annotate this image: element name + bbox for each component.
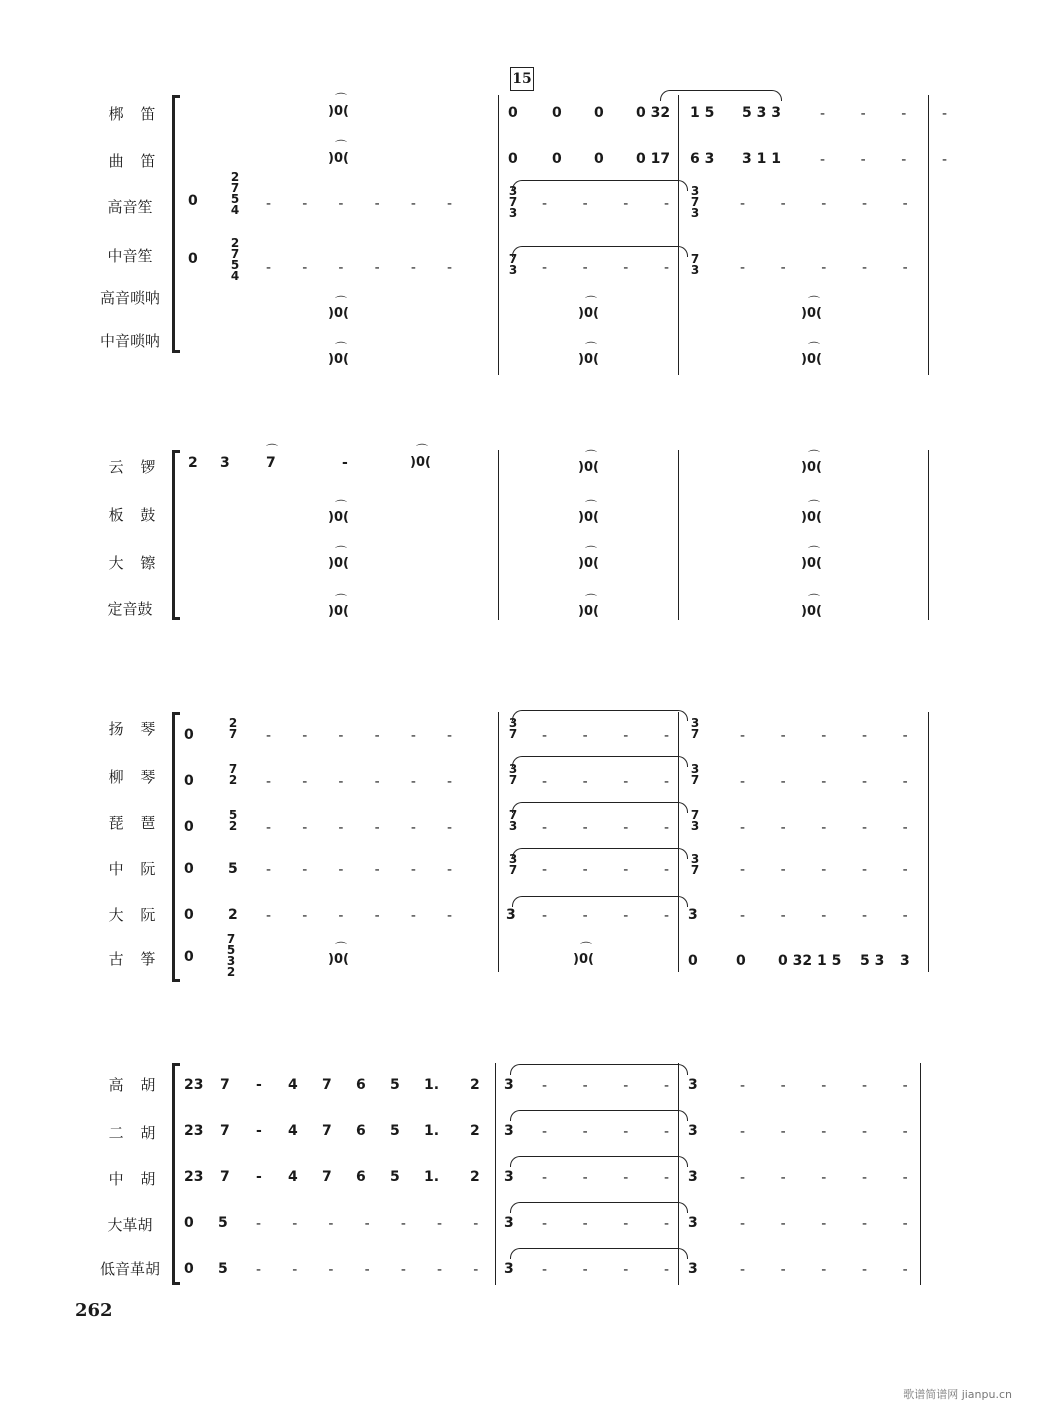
fermata-icon: ⌒: [585, 341, 598, 355]
dash: - - - - - -: [266, 196, 453, 212]
barline: [928, 450, 929, 620]
barline: [678, 712, 679, 972]
dash: - - - -: [542, 862, 670, 878]
tie: [510, 1202, 688, 1213]
note: -: [256, 1077, 262, 1093]
dash: - - - - -: [740, 1170, 908, 1186]
fermata-icon: ⌒: [808, 593, 821, 607]
fermata-icon: ⌒: [335, 295, 348, 309]
note: 0: [184, 949, 194, 965]
note: 0: [184, 1215, 194, 1231]
note: 0: [736, 953, 746, 969]
instrument-label: 柳 琴: [108, 768, 162, 786]
note: 3: [504, 1077, 514, 1093]
note: 2: [470, 1123, 480, 1139]
fermata-icon: ⌒: [808, 449, 821, 463]
note: 3: [504, 1215, 514, 1231]
dash: - - - - - -: [266, 728, 453, 744]
rest-mark: )0(: [328, 151, 349, 166]
note: 0: [552, 105, 562, 121]
note: 1 5: [690, 105, 715, 121]
rest-mark: )0(: [578, 510, 599, 525]
tie: [510, 1248, 688, 1259]
note: 23: [184, 1077, 204, 1093]
rest-mark: )0(: [410, 455, 431, 470]
note: 0: [184, 1261, 194, 1277]
tie: [512, 802, 688, 813]
note: 1.: [424, 1169, 440, 1185]
note: 2: [470, 1077, 480, 1093]
tie: [512, 756, 688, 767]
instrument-label: 古 筝: [108, 950, 162, 968]
rest-mark: )0(: [801, 306, 822, 321]
barline: [498, 95, 499, 375]
note: -: [342, 455, 348, 471]
tie: [512, 710, 688, 721]
fermata-icon: ⌒: [335, 941, 348, 955]
instrument-label: 扬 琴: [108, 720, 162, 738]
rest-mark: )0(: [328, 306, 349, 321]
instrument-label: 大革胡: [107, 1216, 153, 1234]
barline: [928, 712, 929, 972]
note: 7: [220, 1169, 230, 1185]
chord: 3 7: [508, 716, 518, 741]
note: 0 32 1 5: [778, 953, 842, 969]
fermata-icon: ⌒: [335, 593, 348, 607]
note: 3: [688, 1123, 698, 1139]
dash: - - - -: [542, 820, 670, 836]
chord: 3 7: [508, 762, 518, 787]
dash: - - - -: [820, 106, 948, 122]
note: 0 32: [636, 105, 671, 121]
chord: 7 3: [508, 808, 518, 833]
note: 0: [688, 953, 698, 969]
rest-mark: )0(: [801, 604, 822, 619]
tie: [512, 896, 688, 907]
rest-mark: )0(: [578, 556, 599, 571]
dash: - - - -: [542, 260, 670, 276]
dash: - - - - - - -: [256, 1216, 479, 1232]
instrument-label: 高 胡: [108, 1076, 162, 1094]
fermata-icon: ⌒: [266, 443, 279, 457]
rest-mark: )0(: [801, 460, 822, 475]
dash: - - - - -: [740, 774, 908, 790]
note: 23: [184, 1123, 204, 1139]
note: 7: [266, 455, 276, 471]
instrument-label: 中 阮: [108, 860, 162, 878]
fermata-icon: ⌒: [808, 545, 821, 559]
barline: [678, 450, 679, 620]
note: 2: [470, 1169, 480, 1185]
instrument-label: 中音笙: [107, 247, 153, 265]
rest-mark: )0(: [328, 104, 349, 119]
rest-mark: )0(: [328, 952, 349, 967]
note: 4: [288, 1123, 298, 1139]
chord: 7 3: [690, 252, 700, 277]
barline: [498, 450, 499, 620]
rest-mark: )0(: [578, 604, 599, 619]
chord: 2 7 5 4: [230, 170, 240, 217]
chord: 7 2: [228, 762, 238, 787]
dash: - - - -: [542, 1124, 670, 1140]
tie: [512, 848, 688, 859]
barline: [498, 712, 499, 972]
dash: - - - - - -: [266, 908, 453, 924]
note: 3: [504, 1261, 514, 1277]
chord: 3 7: [690, 762, 700, 787]
note: 3: [504, 1169, 514, 1185]
instrument-label: 中音唢呐: [99, 332, 160, 350]
rest-mark: )0(: [578, 460, 599, 475]
tie: [510, 1156, 688, 1167]
note: 3: [688, 1169, 698, 1185]
page-number: 262: [75, 1300, 113, 1321]
note: 7: [220, 1123, 230, 1139]
note: 5 3: [860, 953, 885, 969]
note: 7: [322, 1169, 332, 1185]
rest-mark: )0(: [801, 556, 822, 571]
fermata-icon: ⌒: [335, 92, 348, 106]
rest-mark: )0(: [328, 510, 349, 525]
instrument-label: 高音唢呐: [99, 289, 160, 307]
fermata-icon: ⌒: [335, 341, 348, 355]
brace-plucked: [172, 712, 181, 982]
note: 4: [288, 1077, 298, 1093]
chord: 3 7: [690, 716, 700, 741]
fermata-icon: ⌒: [808, 341, 821, 355]
dash: - - - - -: [740, 862, 908, 878]
dash: - - - - -: [740, 820, 908, 836]
note: 3: [504, 1123, 514, 1139]
barline: [678, 95, 679, 375]
dash: - - - - -: [740, 1124, 908, 1140]
note: 3: [688, 1077, 698, 1093]
note: 0: [184, 819, 194, 835]
dash: - - - -: [542, 1078, 670, 1094]
note: 3 1 1: [742, 151, 781, 167]
note: 5: [228, 861, 238, 877]
instrument-label: 云 锣: [108, 458, 162, 476]
fermata-icon: ⌒: [585, 545, 598, 559]
note: 2: [188, 455, 198, 471]
dash: - - - - -: [740, 1216, 908, 1232]
note: 3: [506, 907, 516, 923]
dash: - - - - - -: [266, 774, 453, 790]
instrument-label: 梆 笛: [108, 105, 162, 123]
instrument-label: 二 胡: [108, 1124, 162, 1142]
dash: - - - -: [542, 1216, 670, 1232]
dash: - - - - -: [740, 908, 908, 924]
fermata-icon: ⌒: [335, 545, 348, 559]
chord: 7 3: [508, 252, 518, 277]
note: 2: [228, 907, 238, 923]
note: 4: [288, 1169, 298, 1185]
note: 7: [220, 1077, 230, 1093]
note: 3: [220, 455, 230, 471]
note: 0 17: [636, 151, 671, 167]
tie: [512, 246, 688, 257]
note: 3: [900, 953, 910, 969]
rehearsal-mark: 15: [510, 67, 534, 91]
note: 0: [184, 907, 194, 923]
barline: [928, 95, 929, 375]
rest-mark: )0(: [578, 306, 599, 321]
rest-mark: )0(: [328, 604, 349, 619]
chord: 2 7: [228, 716, 238, 741]
note: 0: [594, 105, 604, 121]
instrument-label: 高音笙: [107, 198, 153, 216]
chord: 2 7 5 4: [230, 236, 240, 283]
tie: [510, 1064, 688, 1075]
instrument-label: 大 镲: [108, 554, 162, 572]
rest-mark: )0(: [578, 352, 599, 367]
instrument-label: 琵 琶: [108, 814, 162, 832]
dash: - - - -: [820, 152, 948, 168]
note: 6 3: [690, 151, 715, 167]
note: 3: [688, 1215, 698, 1231]
dash: - - - - -: [740, 196, 908, 212]
note: -: [256, 1169, 262, 1185]
rest-mark: )0(: [801, 352, 822, 367]
note: 0: [184, 861, 194, 877]
note: 3: [688, 907, 698, 923]
dash: - - - -: [542, 908, 670, 924]
note: 5: [390, 1077, 400, 1093]
fermata-icon: ⌒: [335, 499, 348, 513]
note: 5: [390, 1123, 400, 1139]
note: 5: [218, 1215, 228, 1231]
dash: - - - -: [542, 196, 670, 212]
note: 23: [184, 1169, 204, 1185]
instrument-label: 低音革胡: [99, 1260, 160, 1278]
dash: - - - - -: [740, 260, 908, 276]
note: 0: [188, 193, 198, 209]
dash: - - - - -: [740, 1078, 908, 1094]
rest-mark: )0(: [573, 952, 594, 967]
fermata-icon: ⌒: [580, 941, 593, 955]
note: 6: [356, 1123, 366, 1139]
dash: - - - - - -: [266, 260, 453, 276]
tie: [660, 90, 782, 101]
instrument-label: 定音鼓: [107, 600, 153, 618]
note: 0: [184, 727, 194, 743]
instrument-label: 大 阮: [108, 906, 162, 924]
chord: 3 7: [690, 852, 700, 877]
note: 6: [356, 1169, 366, 1185]
tie: [512, 180, 688, 191]
note: 0: [184, 773, 194, 789]
note: 1.: [424, 1123, 440, 1139]
fermata-icon: ⌒: [808, 295, 821, 309]
instrument-label: 中 胡: [108, 1170, 162, 1188]
rest-mark: )0(: [801, 510, 822, 525]
fermata-icon: ⌒: [808, 499, 821, 513]
chord: 5 2: [228, 808, 238, 833]
note: 0: [594, 151, 604, 167]
chord: 7 5 3 2: [226, 932, 236, 979]
fermata-icon: ⌒: [585, 499, 598, 513]
rest-mark: )0(: [328, 352, 349, 367]
rest-mark: )0(: [328, 556, 349, 571]
note: 3: [688, 1261, 698, 1277]
note: 1.: [424, 1077, 440, 1093]
note: 7: [322, 1123, 332, 1139]
fermata-icon: ⌒: [585, 593, 598, 607]
dash: - - - - -: [740, 728, 908, 744]
dash: - - - - - -: [266, 820, 453, 836]
fermata-icon: ⌒: [416, 443, 429, 457]
chord: 3 7: [508, 852, 518, 877]
chord: 3 7 3: [508, 184, 518, 220]
note: 0: [508, 105, 518, 121]
dash: - - - - - -: [266, 862, 453, 878]
tie: [510, 1110, 688, 1121]
fermata-icon: ⌒: [585, 449, 598, 463]
note: 5 3 3: [742, 105, 781, 121]
note: 0: [188, 251, 198, 267]
barline: [920, 1063, 921, 1285]
instrument-label: 曲 笛: [108, 152, 162, 170]
fermata-icon: ⌒: [585, 295, 598, 309]
fermata-icon: ⌒: [335, 139, 348, 153]
note: 5: [218, 1261, 228, 1277]
note: 0: [508, 151, 518, 167]
dash: - - - -: [542, 728, 670, 744]
note: 5: [390, 1169, 400, 1185]
dash: - - - - -: [740, 1262, 908, 1278]
dash: - - - -: [542, 1262, 670, 1278]
note: -: [256, 1123, 262, 1139]
instrument-label: 板 鼓: [108, 506, 162, 524]
note: 7: [322, 1077, 332, 1093]
dash: - - - -: [542, 774, 670, 790]
watermark: 歌谱简谱网 jianpu.cn: [903, 1388, 1012, 1401]
brace-winds: [172, 95, 181, 353]
dash: - - - -: [542, 1170, 670, 1186]
note: 0: [552, 151, 562, 167]
barline: [495, 1063, 496, 1285]
dash: - - - - - - -: [256, 1262, 479, 1278]
chord: 7 3: [690, 808, 700, 833]
chord: 3 7 3: [690, 184, 700, 220]
note: 6: [356, 1077, 366, 1093]
